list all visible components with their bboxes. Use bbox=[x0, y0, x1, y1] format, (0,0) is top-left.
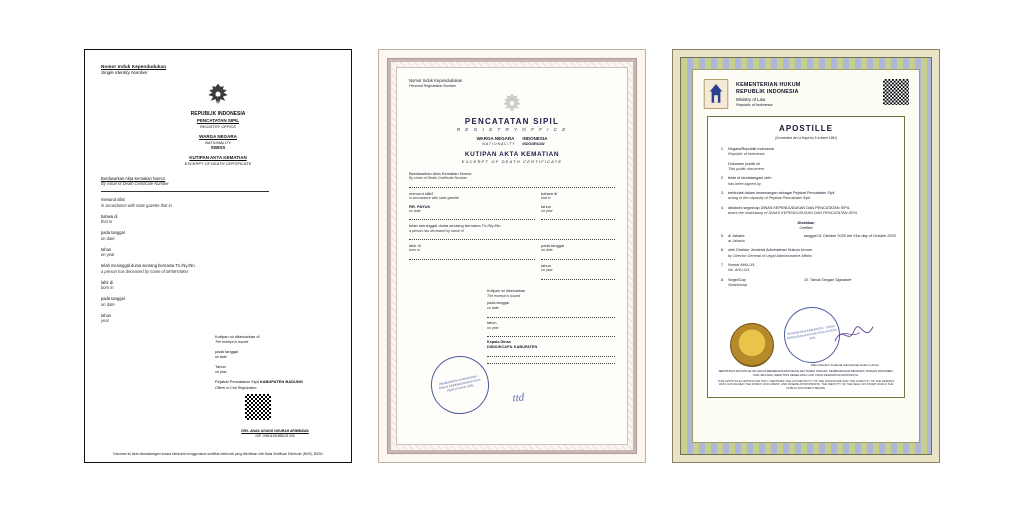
doc1-footer-label-en: The excerpt is issued bbox=[215, 340, 249, 345]
doc1-field-label: pada tanggal bbox=[101, 296, 125, 302]
doc3-signature-label-en: Signature bbox=[835, 277, 852, 282]
doc1-field-label: telah meninggal dunia seorang bernama Tn./Ny./Nn. bbox=[101, 263, 196, 269]
doc2-field-line bbox=[541, 273, 615, 280]
doc1-footer bbox=[101, 334, 335, 438]
doc2-nationality-value-en: INDONESIAN bbox=[522, 142, 545, 147]
doc2-nationality-value: INDONESIA bbox=[522, 136, 548, 142]
doc2-field-row bbox=[409, 223, 615, 240]
doc1-nik-header bbox=[101, 64, 335, 76]
doc1-field-label-en: in accordance with state gazette that in bbox=[101, 202, 172, 208]
doc2-nik-header bbox=[409, 78, 615, 89]
doc3-row bbox=[716, 248, 896, 258]
doc2-inner-page bbox=[396, 67, 628, 445]
doc2-subtitle: KUTIPAN AKTA KEMATIAN bbox=[464, 150, 560, 158]
doc2-field-label: Berdasarkan Akta Kematian Nomor bbox=[409, 171, 472, 177]
doc2-field-row bbox=[409, 191, 535, 201]
doc3-item bbox=[716, 191, 896, 201]
doc1-office: PENCATATAN SIPIL bbox=[196, 118, 240, 124]
doc2-field-row bbox=[409, 171, 615, 188]
doc1-field-row bbox=[101, 247, 335, 258]
doc1-nationality-en: NATIONALITY bbox=[205, 139, 231, 145]
doc3-items bbox=[716, 147, 896, 216]
doc2-nationality-block bbox=[409, 136, 615, 146]
doc3-item-text-en: has been signed by bbox=[728, 181, 761, 186]
doc1-field-label-en: By virtue of Death Certificate Number bbox=[101, 181, 169, 187]
doc1-field-row bbox=[101, 313, 335, 324]
doc3-title: APOSTILLE bbox=[779, 124, 833, 133]
garuda-crest-icon bbox=[101, 82, 335, 108]
doc1-footer-row bbox=[215, 334, 335, 345]
doc3-item-number: 1. bbox=[720, 147, 724, 152]
doc2-field-label: telah meninggal dunia seorang bernama Tn./Ny./Nn. bbox=[409, 223, 502, 229]
doc2-field-line bbox=[541, 253, 615, 260]
doc3-item bbox=[716, 162, 896, 172]
doc1-field-label: tahun bbox=[101, 246, 112, 252]
doc1-field-label-en: on date bbox=[101, 301, 115, 307]
doc2-field-line bbox=[409, 253, 535, 260]
doc2-footer-row bbox=[487, 321, 615, 337]
doc3-stamp-text: PEMERINTAH KABUPATEN · DINAS KEPENDUDUKAN DAN PENCATATAN SIPIL bbox=[786, 324, 837, 341]
doc2-title: PENCATATAN SIPIL bbox=[464, 117, 560, 126]
doc3-item-text: bertindak dalam kewenangan sebagai Pejabat Pencatatan Sipil bbox=[728, 191, 835, 196]
doc2-nationality-label-en: N A T I O N A L I T Y bbox=[482, 142, 515, 147]
doc2-footer-label: Kutipan ini dikeluarkan bbox=[487, 288, 526, 293]
doc2-field-line bbox=[541, 213, 615, 220]
doc2-field-row bbox=[541, 243, 615, 260]
doc2-field-label-en: on year bbox=[541, 208, 553, 213]
doc2-field-label: pada tanggal bbox=[541, 243, 565, 249]
doc3-ministry-line3: Ministry of Law bbox=[736, 96, 766, 102]
doc3-item-text-en: bears the seal/stamp of DINAS KEPENDUDUKAN DAN PENCATATAN SIPIL bbox=[728, 210, 858, 215]
doc2-field-label-en: on date bbox=[409, 208, 421, 213]
doc2-field-line bbox=[409, 233, 615, 240]
doc1-footer-label: pada tanggal bbox=[215, 348, 239, 354]
doc1-field-row bbox=[101, 263, 335, 274]
ministry-of-law-logo bbox=[703, 79, 729, 109]
doc3-item-text: Negara/Republik Indonesia bbox=[728, 147, 774, 152]
doc2-fields bbox=[409, 171, 615, 282]
doc3-item bbox=[716, 147, 896, 157]
doc3-row-text: Nomor AHU-0/1 bbox=[728, 263, 755, 268]
doc2-nik-label: Nomor Induk Kependudukan bbox=[409, 78, 463, 83]
doc2-field-row bbox=[541, 191, 615, 201]
doc3-signature-label: 10. Tanda Tangan bbox=[804, 277, 835, 282]
death-certificate-plain bbox=[84, 49, 352, 463]
doc2-field-label: tahun bbox=[541, 203, 552, 209]
doc2-footer-officer bbox=[487, 340, 615, 364]
doc1-field-row bbox=[101, 280, 335, 291]
doc3-certified-block bbox=[716, 221, 896, 231]
doc3-row bbox=[716, 278, 896, 293]
doc3-inner-page bbox=[692, 69, 920, 443]
doc2-footer-label-en: on year bbox=[487, 325, 499, 330]
doc2-field-label-en: born in bbox=[409, 248, 420, 253]
doc1-footer-label-en: on date bbox=[215, 355, 227, 360]
doc1-field-label-en: that in bbox=[101, 219, 113, 225]
doc3-ornamental-border bbox=[680, 57, 932, 455]
doc3-row-text-en: by Director General of Legal Administrative Affairs bbox=[728, 253, 812, 258]
doc1-fields bbox=[101, 176, 335, 324]
doc3-row-date-en: the 01st day of October 2025 bbox=[846, 233, 896, 238]
doc3-row-text: Segel/Cap bbox=[728, 277, 746, 282]
doc3-row-date: tanggal 01 Oktober 2025 bbox=[804, 233, 846, 238]
doc2-ornamental-border bbox=[388, 59, 636, 453]
doc2-officer-label: Kepala Dinas bbox=[487, 340, 511, 345]
doc1-field-row bbox=[101, 197, 335, 208]
doc3-row-left bbox=[716, 278, 804, 288]
doc3-ministry-line1: KEMENTERIAN HUKUM bbox=[736, 82, 801, 88]
apostille-certificate bbox=[672, 49, 940, 463]
doc1-officer-region: KABUPATEN BADUNG bbox=[259, 379, 303, 385]
doc3-ministry-line2: REPUBLIK INDONESIA bbox=[736, 89, 799, 96]
doc2-title-en: R E G I S T R Y O F F I C E bbox=[456, 127, 568, 133]
doc3-item bbox=[716, 176, 896, 186]
doc3-row-number: 7. bbox=[720, 263, 724, 268]
doc3-item-text-en: acting in the capacity of Pejabat Pencatatan Sipil bbox=[728, 196, 811, 201]
doc1-field-row bbox=[101, 214, 335, 225]
doc2-footer-line bbox=[487, 350, 615, 357]
doc2-field-label-en: on date bbox=[541, 248, 553, 253]
doc1-nik-label: Nomor Induk Kependudukan bbox=[101, 64, 167, 69]
doc3-certified-label-en: Certified bbox=[799, 226, 813, 231]
gold-embossed-seal bbox=[730, 323, 774, 367]
doc3-row-left bbox=[716, 234, 804, 244]
doc1-field-label-en: year bbox=[101, 318, 109, 324]
doc1-officer-label-en: Officer of Civil Registration bbox=[215, 385, 257, 390]
doc3-row-text: di Jakarta bbox=[728, 233, 745, 238]
doc2-field-label-en: a person has deceased by name of bbox=[409, 228, 464, 233]
doc2-title-block bbox=[409, 117, 615, 164]
doc3-subtitle: (Convention de La Haye du 5 octobre 1961) bbox=[774, 135, 838, 140]
doc1-office-en: REGISTRY OFFICE bbox=[199, 124, 236, 130]
doc3-item-text: dibubuhi segel/cap DINAS KEPENDUDUKAN DAN PENCATATAN SIPIL bbox=[728, 205, 850, 210]
doc1-field-row bbox=[101, 176, 335, 192]
doc3-row-text-en: Seal/stamp bbox=[728, 282, 747, 287]
doc3-row-number: 8. bbox=[720, 277, 724, 282]
doc2-footer-line bbox=[487, 311, 615, 318]
doc1-field-label-en: on year bbox=[101, 252, 115, 258]
doc3-row-text-en: No. AHU-0/1 bbox=[728, 268, 750, 273]
doc1-signature-area bbox=[215, 394, 335, 428]
doc1-nationality-value: SWISS bbox=[210, 145, 226, 151]
doc2-field-label-en: By virtue of Death Certificate Number bbox=[409, 176, 467, 181]
doc2-field-label-en: in accordance with state gazette bbox=[409, 196, 460, 201]
death-certificate-ornate bbox=[378, 49, 646, 463]
signature-image: ttd bbox=[512, 391, 525, 405]
doc2-field-row bbox=[541, 263, 615, 280]
doc1-field-row bbox=[101, 230, 335, 241]
doc1-footer-officer bbox=[215, 379, 335, 390]
doc1-footer-row bbox=[215, 364, 335, 375]
doc2-officer-office: DISDUKCAPIL KABUPATEN bbox=[487, 345, 538, 349]
doc2-field-label: bahwa di bbox=[541, 191, 558, 196]
doc3-item-text-en: This public document bbox=[728, 166, 764, 171]
doc2-field-row bbox=[541, 204, 615, 221]
doc2-field-row bbox=[409, 204, 535, 221]
doc3-row-text: oleh Direktur Jenderal Administrasi Hukum Umum bbox=[728, 248, 812, 253]
doc2-footer-label-en: on date bbox=[487, 306, 499, 311]
doc2-subtitle-en: EXCERPT OF DEATH CERTIFICATE bbox=[461, 159, 563, 165]
doc3-item-text-en: Republic of Indonesia bbox=[728, 152, 765, 157]
doc1-field-label-en: a person has deceased by name of Mr/Mrs/Miss bbox=[101, 268, 189, 274]
doc2-field-label: RR. PAYUK bbox=[409, 203, 431, 209]
doc3-apostille-box bbox=[707, 116, 905, 398]
doc3-item-number: 2. bbox=[720, 176, 724, 181]
doc1-field-label: bahwa di bbox=[101, 213, 118, 219]
doc3-footer-en: THIS APOSTILLE CERTIFICATE ONLY CERTIFIES THE AUTHENTICITY OF THE SIGNATURE AND THE CAPACITY OF THE PERSON WHO HAS SIGNED THE PUBLIC DOCUMENT, AND WHERE APPROPRIATE, THE IDENTITY OF THE SEAL OR STAMP WHICH THE PUBLIC DOCUMENT BEARS. bbox=[717, 378, 895, 391]
doc3-row-number: 5. bbox=[720, 233, 724, 238]
doc1-field-label: tahun bbox=[101, 312, 112, 318]
doc1-footer-label: Tahun bbox=[215, 364, 226, 370]
doc3-ministry-line4: Republic of Indonesia bbox=[736, 102, 773, 107]
doc1-field-label: Berdasarkan Akta Kematian Nomor bbox=[101, 175, 166, 181]
doc2-field-label-en: on year bbox=[541, 268, 553, 273]
doc2-field-label: tahun bbox=[541, 262, 552, 268]
doc1-field-line bbox=[101, 187, 269, 192]
signature-image bbox=[832, 317, 876, 351]
doc3-signature-caption: Ditjen Direktur Jenderal Administrasi Hukum Umum bbox=[810, 362, 880, 367]
doc2-footer-line bbox=[487, 357, 615, 364]
doc1-republic: REPUBLIK INDONESIA bbox=[190, 111, 246, 118]
doc3-item-text: Dokumen publik ini bbox=[728, 161, 761, 166]
doc2-field-label-en: that in bbox=[541, 196, 551, 201]
doc3-item-number: 4. bbox=[720, 205, 724, 210]
doc3-row bbox=[716, 263, 896, 273]
doc3-item bbox=[716, 206, 896, 216]
garuda-crest-watermark bbox=[409, 91, 615, 117]
doc1-electronic-note: Dokumen ini telah ditandatangani secara elektronik menggunakan sertifikat elektronik yang diterbitkan oleh Balai Sertifikasi Elektronik (BSrE), BSSN bbox=[113, 452, 323, 457]
doc3-item-number bbox=[716, 162, 724, 172]
doc2-field-line bbox=[409, 213, 535, 220]
doc2-footer-label: tahun bbox=[487, 320, 497, 325]
doc2-footer-label: pada tanggal bbox=[487, 301, 509, 306]
doc2-field-row bbox=[409, 243, 535, 260]
doc3-certified-label: Disahkan bbox=[797, 220, 815, 225]
doc1-signer-nip: NIP. 196511191988103 009 bbox=[255, 433, 295, 438]
doc1-field-label: menurut sifat bbox=[101, 197, 125, 203]
doc1-main-title-en: EXCERPT OF DEATH CERTIFICATE bbox=[184, 161, 252, 167]
doc3-footer-id: SERTIFIKAT APOSTILLE INI HANYA MENERANGKAN KEASLIAN TANDA TANGAN, KEWENANGAN PENANDA TANGAN DOKUMEN, DAN JIKA ADA, IDENTITAS SEGEL ATAU CAP YANG DILEKATKAN DIATASNYA. bbox=[718, 369, 894, 377]
doc3-footer-note bbox=[716, 370, 896, 391]
doc1-title-block bbox=[101, 111, 335, 166]
doc3-item-number: 3. bbox=[720, 191, 724, 196]
doc1-footer-label: Kutipan ini dikeluarkan di bbox=[215, 333, 260, 339]
doc1-officer-label: Pejabat Pencatatan Sipil bbox=[215, 379, 259, 385]
doc2-footer-row bbox=[487, 289, 615, 298]
doc3-item-text: telah di tandatangani oleh bbox=[728, 176, 772, 181]
doc3-row bbox=[716, 234, 896, 249]
doc1-nik-label-en: Single Identity Number bbox=[101, 70, 148, 76]
apostille-qr-code bbox=[883, 79, 909, 105]
doc2-field-label: lahir di bbox=[409, 243, 421, 249]
qr-code-signature bbox=[245, 394, 271, 420]
doc1-field-label-en: born in bbox=[101, 285, 114, 291]
doc1-footer-label-en: on year bbox=[215, 370, 227, 375]
doc1-field-row bbox=[101, 296, 335, 307]
doc2-footer-label-en: The excerpt is issued bbox=[487, 293, 521, 298]
doc2-field-line bbox=[409, 181, 615, 188]
doc1-signer-name: DRS. ANAK AGUNG NGURAH ARIMBAWA bbox=[241, 429, 309, 434]
doc3-header bbox=[703, 79, 909, 109]
doc2-field-label: menurut s8b2 bbox=[409, 191, 434, 196]
doc1-field-label: pada tanggal bbox=[101, 230, 125, 236]
doc2-footer-line bbox=[487, 330, 615, 337]
doc3-row-text-en: at Jakarta bbox=[728, 238, 745, 243]
doc2-footer bbox=[409, 289, 615, 367]
doc1-nationality: WARGA NEGARA bbox=[199, 133, 237, 139]
doc1-main-title: KUTIPAN AKTA KEMATIAN bbox=[189, 155, 247, 161]
doc2-nik-label-en: Personal Registration Number bbox=[409, 84, 456, 89]
doc1-field-label-en: on date bbox=[101, 235, 115, 241]
doc2-stamp-text: PEMERINTAH KABUPATEN · DINAS KEPENDUDUKAN DAN PENCATATAN SIPIL bbox=[438, 374, 481, 393]
doc2-nationality-label: WARGA NEGARA bbox=[476, 136, 515, 142]
doc3-row-number: 6. bbox=[720, 248, 724, 253]
doc1-field-label: lahir di bbox=[101, 279, 114, 285]
doc2-footer-row bbox=[487, 301, 615, 317]
doc1-footer-row bbox=[215, 349, 335, 360]
